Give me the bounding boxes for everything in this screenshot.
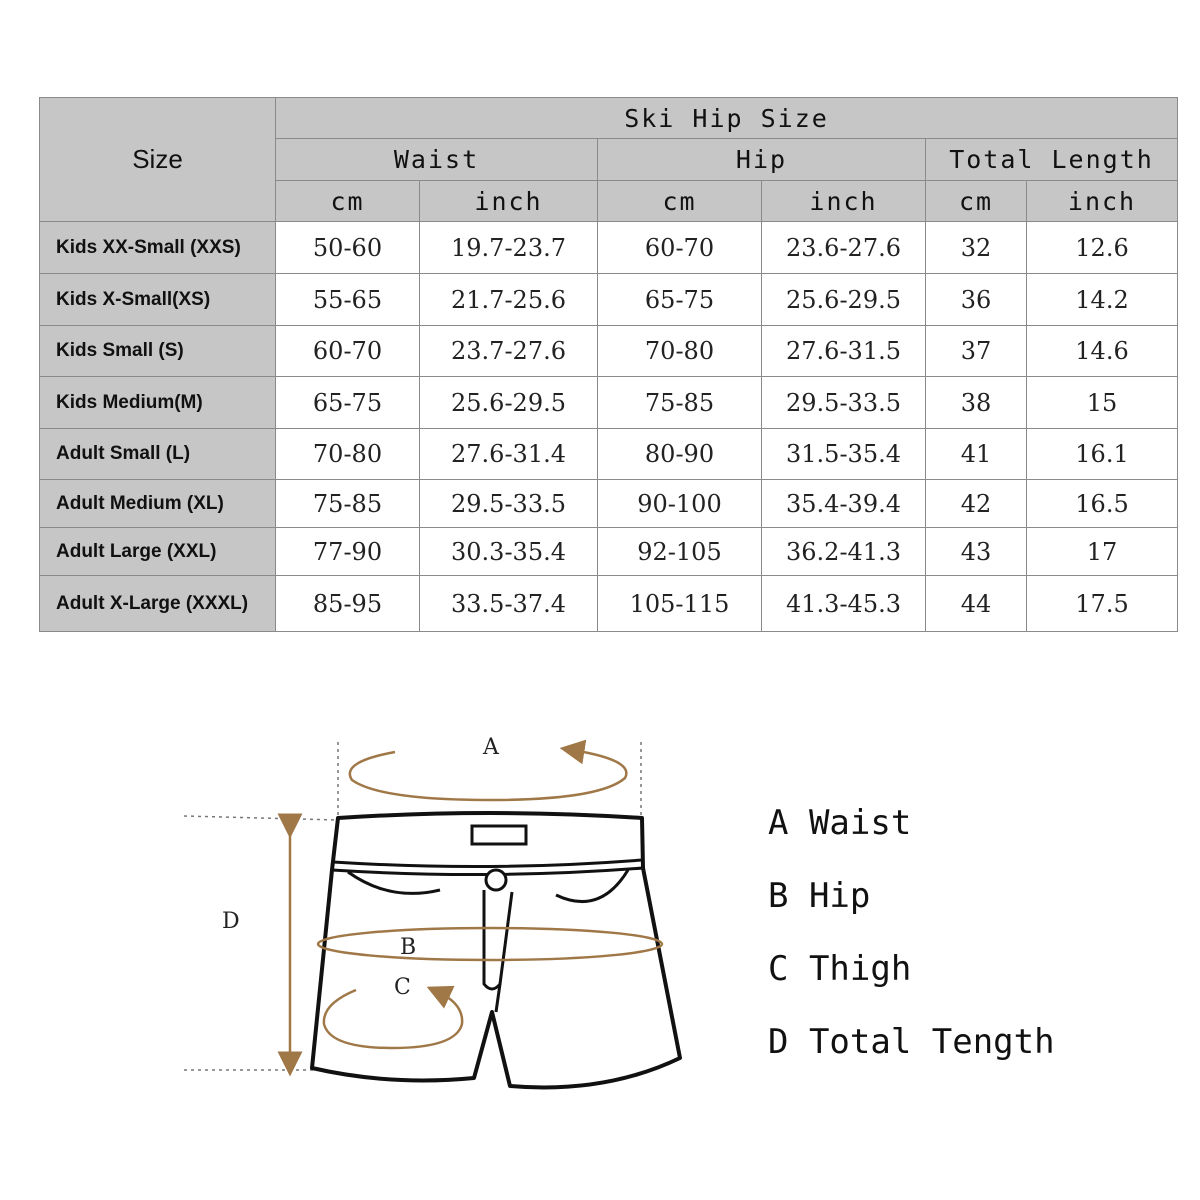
table-row xyxy=(40,576,1178,632)
table-cell: 41 xyxy=(926,429,1027,480)
row-label: Adult Large (XXL) xyxy=(40,528,276,576)
table-row xyxy=(40,274,1178,326)
table-cell: 27.6-31.4 xyxy=(420,429,598,480)
table-cell: 36 xyxy=(926,274,1027,326)
table-cell: 92-105 xyxy=(598,528,762,576)
table-cell: 17 xyxy=(1027,528,1178,576)
legend-item: D Total Tength xyxy=(768,1022,1055,1062)
table-cell: 38 xyxy=(926,377,1027,429)
table-row xyxy=(40,377,1178,429)
table-cell: 17.5 xyxy=(1027,576,1178,632)
unit-header: cm xyxy=(276,181,420,222)
row-label: Kids Medium(M) xyxy=(40,377,276,429)
table-cell: 65-75 xyxy=(276,377,420,429)
legend-item: A Waist xyxy=(768,803,912,843)
table-row xyxy=(40,429,1178,480)
table-cell: 25.6-29.5 xyxy=(420,377,598,429)
table-cell: 30.3-35.4 xyxy=(420,528,598,576)
table-cell: 55-65 xyxy=(276,274,420,326)
table-cell: 35.4-39.4 xyxy=(762,480,926,528)
table-cell: 16.1 xyxy=(1027,429,1178,480)
row-label: Adult Medium (XL) xyxy=(40,480,276,528)
row-label: Adult Small (L) xyxy=(40,429,276,480)
table-cell: 15 xyxy=(1027,377,1178,429)
table-cell: 75-85 xyxy=(276,480,420,528)
table-cell: 42 xyxy=(926,480,1027,528)
table-cell: 41.3-45.3 xyxy=(762,576,926,632)
size-chart-table xyxy=(39,97,1178,632)
table-cell: 27.6-31.5 xyxy=(762,326,926,377)
table-cell: 14.2 xyxy=(1027,274,1178,326)
waist-group-header: Waist xyxy=(276,139,598,181)
button-icon xyxy=(486,870,506,890)
label-c: C xyxy=(394,975,411,1000)
table-cell: 70-80 xyxy=(276,429,420,480)
table-cell: 90-100 xyxy=(598,480,762,528)
table-cell: 23.6-27.6 xyxy=(762,222,926,274)
table-cell: 43 xyxy=(926,528,1027,576)
label-d: D xyxy=(222,909,240,934)
unit-header: cm xyxy=(598,181,762,222)
table-cell: 31.5-35.4 xyxy=(762,429,926,480)
table-cell: 44 xyxy=(926,576,1027,632)
table-row xyxy=(40,222,1178,274)
row-label: Kids X-Small(XS) xyxy=(40,274,276,326)
table-cell: 80-90 xyxy=(598,429,762,480)
label-a: A xyxy=(483,735,499,760)
table-cell: 21.7-25.6 xyxy=(420,274,598,326)
table-cell: 77-90 xyxy=(276,528,420,576)
table-cell: 85-95 xyxy=(276,576,420,632)
table-row xyxy=(40,480,1178,528)
table-cell: 32 xyxy=(926,222,1027,274)
table-cell: 19.7-23.7 xyxy=(420,222,598,274)
unit-header: inch xyxy=(762,181,926,222)
table-cell: 105-115 xyxy=(598,576,762,632)
table-cell: 75-85 xyxy=(598,377,762,429)
table-cell: 50-60 xyxy=(276,222,420,274)
row-label: Adult X-Large (XXXL) xyxy=(40,576,276,632)
table-cell: 37 xyxy=(926,326,1027,377)
table-cell: 36.2-41.3 xyxy=(762,528,926,576)
table-cell: 14.6 xyxy=(1027,326,1178,377)
legend-item: B Hip xyxy=(768,876,871,916)
table-cell: 60-70 xyxy=(598,222,762,274)
measurement-legend xyxy=(768,800,1055,1092)
row-label: Kids Small (S) xyxy=(40,326,276,377)
unit-header: inch xyxy=(1027,181,1178,222)
table-cell: 60-70 xyxy=(276,326,420,377)
total-length-group-header: Total Length xyxy=(926,139,1178,181)
table-row xyxy=(40,326,1178,377)
table-cell: 29.5-33.5 xyxy=(762,377,926,429)
table-title: Ski Hip Size xyxy=(276,98,1178,139)
table-cell: 23.7-27.6 xyxy=(420,326,598,377)
hip-group-header: Hip xyxy=(598,139,926,181)
belt-label-patch xyxy=(472,826,526,844)
table-cell: 16.5 xyxy=(1027,480,1178,528)
table-cell: 25.6-29.5 xyxy=(762,274,926,326)
row-label: Kids XX-Small (XXS) xyxy=(40,222,276,274)
table-cell: 29.5-33.5 xyxy=(420,480,598,528)
label-b: B xyxy=(400,935,417,960)
table-cell: 65-75 xyxy=(598,274,762,326)
unit-header: inch xyxy=(420,181,598,222)
legend-item: C Thigh xyxy=(768,949,912,989)
table-cell: 12.6 xyxy=(1027,222,1178,274)
unit-header: cm xyxy=(926,181,1027,222)
table-cell: 33.5-37.4 xyxy=(420,576,598,632)
table-row xyxy=(40,528,1178,576)
table-cell: 70-80 xyxy=(598,326,762,377)
size-column-header: Size xyxy=(40,98,276,222)
